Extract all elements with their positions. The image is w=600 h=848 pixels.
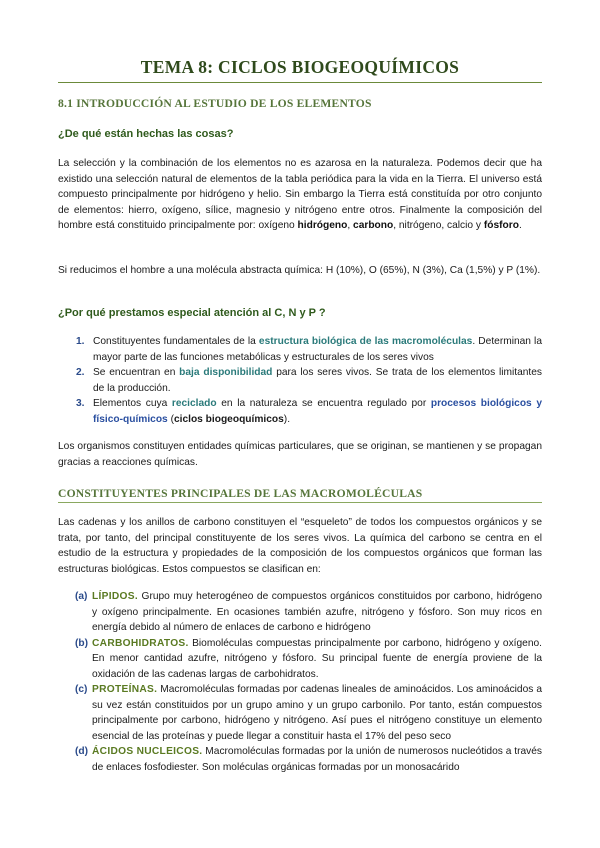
list-item xyxy=(75,682,542,744)
list-item xyxy=(76,396,542,427)
list-text: Elementos cuya xyxy=(93,398,172,409)
list-item xyxy=(76,334,542,365)
list-text: Grupo muy heterogéneo de compuestos orgánicos constituidos por carbono, hidrógeno y oxígeno principalmente. En ocasiones también azufre, nitrógeno y fósforo. Son muy ricos en energía debido al número de enlaces de carbono e hidrógeno xyxy=(92,591,542,633)
list-text: ( xyxy=(167,413,174,425)
list-number: 1. xyxy=(76,336,85,347)
paragraph-composition-end: . xyxy=(518,220,522,231)
list-label: (a) xyxy=(75,591,88,602)
list-text: Macromoléculas formadas por la unión de numerosos nucleótidos a través de enlaces fosfodiester. Son moléculas orgánicas formadas por un monosacárido xyxy=(92,746,542,773)
page-title: TEMA 8: CICLOS BIOGEOQUÍMICOS xyxy=(140,57,460,77)
list-item xyxy=(75,589,542,636)
question-heading-2: ¿Por qué prestamos especial atención al C, N y P ? xyxy=(58,307,326,319)
macromolecule-list xyxy=(75,589,542,775)
sep: , xyxy=(347,220,354,231)
highlight-text: estructura biológica de las macromoléculas xyxy=(258,336,473,347)
list-text: Biomoléculas compuestas principalmente por carbono, hidrógeno y oxígeno. En menor cantidad azufre, nitrógeno y fósforo. Su principal fuente de energía proviene de la oxidación de las cadenas largas de carbohidratos. xyxy=(92,637,542,680)
question-heading-1: ¿De qué están hechas las cosas? xyxy=(58,128,234,140)
list-item xyxy=(75,744,542,775)
bold-fosforo: fósforo xyxy=(483,220,519,231)
paragraph-composition xyxy=(58,156,542,234)
term-lipidos: LÍPIDOS. xyxy=(92,591,138,602)
numbered-list xyxy=(76,334,542,427)
list-text: ). xyxy=(283,413,291,425)
list-text: Constituyentes fundamentales de la xyxy=(93,336,259,347)
list-label: (b) xyxy=(75,637,89,649)
list-item xyxy=(75,636,542,683)
term-proteinas: PROTEÍNAS. xyxy=(92,684,158,695)
bold-text: ciclos biogeoquímicos xyxy=(173,413,284,425)
section-heading-intro: 8.1 INTRODUCCIÓN AL ESTUDIO DE LOS ELEMENTOS xyxy=(58,97,372,110)
list-label: (c) xyxy=(75,684,88,695)
title-underline xyxy=(58,82,542,83)
list-number: 2. xyxy=(76,367,85,378)
list-item xyxy=(76,365,542,396)
list-text: en la naturaleza se encuentra regulado por xyxy=(216,398,431,409)
bold-hidrogeno: hidrógeno xyxy=(297,220,348,231)
paragraph-composition-mid: , nitrógeno, calcio y xyxy=(393,220,484,231)
list-text: para los seres vivos. Se trata de los elementos limitantes de la producción. xyxy=(93,367,542,394)
list-text: Se encuentran en xyxy=(93,367,180,378)
list-text: . Determinan la mayor parte de las funciones metabólicas y estructurales de los seres vivos xyxy=(93,336,542,363)
highlight-text: baja disponibilidad xyxy=(179,367,273,378)
term-carbohidratos: CARBOHIDRATOS. xyxy=(92,637,189,649)
term-acidos-nucleicos: ÁCIDOS NUCLEICOS. xyxy=(92,746,203,757)
highlight-text: reciclado xyxy=(171,398,217,409)
section-heading-macromolecules: CONSTITUYENTES PRINCIPALES DE LAS MACROMOLÉCULAS xyxy=(58,487,423,500)
list-number: 3. xyxy=(76,398,85,409)
paragraph-composition-text: La selección y la combinación de los elementos no es azarosa en la naturaleza. Podemos decir que ha existido una selección natural de elementos de la tabla periódica para la vida en la Tierra. El universo está compuesto principalmente por hidrógeno y helio. Sin embargo la Tierra está constituída por otro conjunto de elementos: hierro, oxígeno, sílice, magnesio y nitrógeno entre otros. Finalmente la composición del hombre está constituido principalmente por: oxígeno xyxy=(58,158,542,231)
section-underline xyxy=(58,502,542,503)
paragraph-organisms: Los organismos constituyen entidades químicas particulares, que se originan, se mantienen y se propagan gracias a reacciones químicas. xyxy=(58,441,542,468)
list-label: (d) xyxy=(75,746,89,757)
bold-carbono: carbono xyxy=(353,220,394,231)
highlight-text: procesos biológicos y físico-químicos xyxy=(93,398,542,425)
paragraph-carbon: Las cadenas y los anillos de carbono constituyen el “esqueleto” de todos los compuestos orgánicos y se trata, por tanto, del principal constituyente de los seres vivos. La química del carbono se centra en el estudio de la estructura y propiedades de la composición de los compuestos orgánicos que forman las estructuras biológicas. Estos compuestos se clasifican en: xyxy=(58,517,542,575)
paragraph-molecule: Si reducimos el hombre a una molécula abstracta química: H (10%), O (65%), N (3%), Ca (1,5%) y P (1%). xyxy=(58,265,541,276)
list-text: Macromoléculas formadas por cadenas lineales de aminoácidos. Los aminoácidos a su vez están constituidos por un grupo amino y un grupo carbonilo. Por tanto, están compuestos principalmente por carbono, hidrógeno y nitrógeno. Así pues el nitrógeno constituye un elemento esencial de las proteínas y puede llegar a constituir hasta el 17% del peso seco xyxy=(92,684,542,742)
